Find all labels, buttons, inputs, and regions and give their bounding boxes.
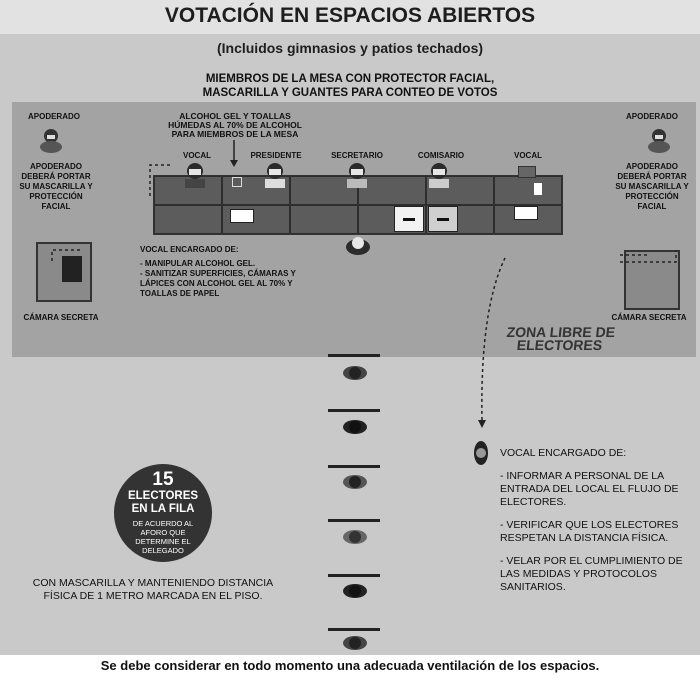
instructions-item: SANITARIOS. xyxy=(500,581,566,593)
detail-line: DETERMINE EL xyxy=(135,537,191,546)
floor-marker xyxy=(328,465,380,468)
instructions-heading: VOCAL ENCARGADO DE: xyxy=(500,447,627,459)
vocal-entrance-instructions xyxy=(500,447,695,594)
note-line: APODERADO xyxy=(625,162,678,171)
instructions-item: ELECTORES. xyxy=(500,496,567,508)
queue-voter-icon xyxy=(342,469,368,495)
queue-voter-icon xyxy=(342,578,368,604)
page-subtitle: (Incluidos gimnasios y patios techados) xyxy=(216,40,484,56)
arrow-zone-exit xyxy=(482,258,505,420)
instructions-item: - VERIFICAR QUE LOS ELECTORES xyxy=(500,519,679,531)
note-line: APODERADO xyxy=(29,162,82,171)
floor-marker xyxy=(328,628,380,631)
queue-count-badge xyxy=(114,464,212,562)
members-note-line: MASCARILLA Y GUANTES PARA CONTEO DE VOTOS xyxy=(202,87,498,99)
note-line: DEBERÁ PORTAR xyxy=(21,172,91,181)
note-line: SU MASCARILLA Y xyxy=(19,182,93,191)
role-presidente: PRESIDENTE xyxy=(250,151,302,160)
page-title: VOTACIÓN EN ESPACIOS ABIERTOS xyxy=(164,4,536,27)
queue-voter-icon xyxy=(342,632,368,658)
queue-count-number: 15 xyxy=(152,469,174,490)
vocal-entrance-person-icon xyxy=(468,440,494,466)
note-line: SU MASCARILLA Y xyxy=(615,182,689,191)
note-line: PROTECCIÓN xyxy=(29,192,83,201)
arrow-table-left xyxy=(150,165,170,198)
detail-line: AFORO QUE xyxy=(140,528,186,537)
role-vocal-left: VOCAL xyxy=(183,151,211,160)
instructions-item: TOALLAS DE PAPEL xyxy=(140,289,220,298)
camara-left-label: CÁMARA SECRETA xyxy=(23,313,99,322)
zone-label-line: ELECTORES xyxy=(516,337,604,353)
instructions-item: LAS MEDIDAS Y PROTOCOLOS xyxy=(500,568,657,580)
queue-voter-icon xyxy=(342,414,368,440)
alcohol-note-line: ALCOHOL GEL Y TOALLAS xyxy=(179,111,291,121)
role-vocal-right: VOCAL xyxy=(514,151,542,160)
detail-line: DE ACUERDO AL xyxy=(132,519,194,528)
camara-right-label: CÁMARA SECRETA xyxy=(611,313,687,322)
note-line: FACIAL xyxy=(637,202,667,211)
queue-count-line1: ELECTORES xyxy=(127,490,199,502)
footer-note: Se debe considerar en todo momento una adecuada ventilación de los espacios. xyxy=(100,658,600,673)
zone-label-line: ZONA LIBRE DE xyxy=(505,324,616,340)
arrow-zone-exit-head xyxy=(478,420,486,428)
queue-voter-icon xyxy=(342,360,368,386)
instructions-item: - VELAR POR EL CUMPLIMIENTO DE xyxy=(500,555,683,567)
queue-note-line: FÍSICA DE 1 METRO MARCADA EN EL PISO. xyxy=(43,590,263,602)
apoderado-left-label: APODERADO xyxy=(27,112,80,121)
arrow-booth-right xyxy=(620,250,676,262)
instructions-item: RESPETAN LA DISTANCIA FÍSICA. xyxy=(500,532,669,544)
queue-voter-icon xyxy=(342,524,368,550)
instructions-item: - MANIPULAR ALCOHOL GEL. xyxy=(140,259,256,268)
queue-count-line2: EN LA FILA xyxy=(131,503,195,515)
members-note-line: MIEMBROS DE LA MESA CON PROTECTOR FACIAL, xyxy=(205,73,495,85)
note-line: FACIAL xyxy=(41,202,71,211)
detail-line: DELEGADO xyxy=(142,546,184,555)
instructions-item: ENTRADA DEL LOCAL EL FLUJO DE xyxy=(500,483,679,495)
floor-marker xyxy=(328,409,380,412)
instructions-item: LÁPICES CON ALCOHOL GEL AL 70% Y xyxy=(140,279,293,288)
queue-note xyxy=(22,577,284,603)
note-line: PROTECCIÓN xyxy=(625,192,679,201)
alcohol-note-line: PARA MIEMBROS DE LA MESA xyxy=(171,129,299,139)
queue-count-detail xyxy=(114,519,212,555)
alcohol-pointer-head xyxy=(230,160,238,167)
role-secretario: SECRETARIO xyxy=(331,151,383,160)
apoderado-right-label: APODERADO xyxy=(625,112,678,121)
instructions-heading: VOCAL ENCARGADO DE: xyxy=(140,245,239,254)
arrow-booth-left xyxy=(52,250,80,262)
floor-marker xyxy=(328,354,380,357)
instructions-item: - SANITIZAR SUPERFICIES, CÁMARAS Y xyxy=(140,269,296,278)
role-comisario: COMISARIO xyxy=(417,151,465,160)
alcohol-note-line: HÚMEDAS AL 70% DE ALCOHOL xyxy=(168,120,302,130)
floor-marker xyxy=(328,519,380,522)
instructions-item: - INFORMAR A PERSONAL DE LA xyxy=(500,470,665,482)
queue-note-line: CON MASCARILLA Y MANTENIENDO DISTANCIA xyxy=(32,577,274,589)
note-line: DEBERÁ PORTAR xyxy=(617,172,687,181)
floor-marker xyxy=(328,574,380,577)
